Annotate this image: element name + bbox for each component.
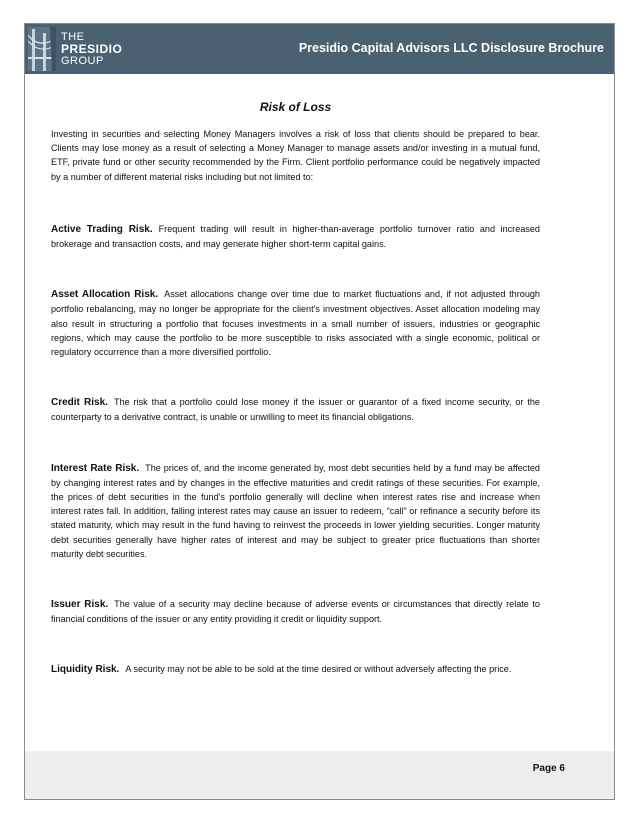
risk-term: Credit Risk. <box>51 397 108 409</box>
page-content <box>51 100 540 714</box>
logo-line-1: THE <box>61 31 85 43</box>
risk-term: Asset Allocation Risk. <box>51 289 159 301</box>
risk-term: Interest Rate Risk. <box>51 462 140 474</box>
page-number: Page 6 <box>532 763 565 774</box>
presidio-logo <box>28 27 148 71</box>
logo-wordmark <box>61 31 122 67</box>
section-title: Risk of Loss <box>259 100 332 114</box>
risk-active-trading <box>51 222 540 251</box>
risk-credit <box>51 395 540 424</box>
risk-description: The value of a security may decline because of adverse events or circumstances that directly relate to financial conditions of the issuer or any entity providing it credit or liquidity support. <box>51 599 540 625</box>
risk-liquidity <box>51 662 540 677</box>
risk-issuer <box>51 597 540 626</box>
page-footer <box>25 751 614 799</box>
risk-description: The risk that a portfolio could lose money if the issuer or guarantor of a fixed income security, or the counterparty to a derivative contract, is unable or unwilling to meet its financial obligations. <box>51 397 540 423</box>
risk-term: Liquidity Risk. <box>51 664 120 676</box>
risk-description: Frequent trading will result in higher-than-average portfolio turnover ratio and increased brokerage and transaction costs, and may generate higher short-term capital gains. <box>51 223 540 250</box>
document-title: Presidio Capital Advisors LLC Disclosure Brochure <box>298 41 604 55</box>
golden-gate-bridge-icon <box>28 27 56 71</box>
page-header <box>25 24 614 74</box>
logo-line-3: GROUP <box>61 55 104 67</box>
risk-interest-rate <box>51 461 540 561</box>
logo-line-2: PRESIDIO <box>61 42 123 56</box>
risk-asset-allocation <box>51 287 540 359</box>
risk-term: Active Trading Risk. <box>51 223 153 235</box>
risk-description: Asset allocations change over time due to market fluctuations and, if not adjusted through portfolio rebalancing, may no longer be appropriate for the client's investment objectives. Asset allocation modeling may also result in structuring a portfolio that focuses investments in a small number of issuers, industries or geographic regions, which may cause the portfolio to be more susceptible to risks associated with a single economic, political or regulatory occurrence than a more diversified portfolio. <box>51 289 540 358</box>
risk-description: A security may not be able to be sold at the time desired or without adversely affecting the price. <box>125 664 512 675</box>
risk-term: Issuer Risk. <box>51 599 109 611</box>
risk-description: The prices of, and the income generated by, most debt securities held by a fund may be affected by changing interest rates and by changes in the effective maturities and credit ratings of these securities. For example, the prices of debt securities in the fund's portfolio generally will decline when interest rates rise and increase when interest rates fall. In addition, falling interest rates may cause an issuer to redeem, “call” or refinance a security before its stated maturity, which may result in the fund having to reinvest the proceeds in lower yielding securities. Longer maturity debt securities generally have higher rates of interest and may be subject to greater price fluctuations than shorter maturity debt securities. <box>51 462 540 559</box>
intro-paragraph: Investing in securities and selecting Money Managers involves a risk of loss that clients should be prepared to bear. Clients may lose money as a result of selecting a Money Manager to manage assets and/or investing in a mutual fund, ETF, private fund or other security recommended by the Firm. Client portfolio performance could be negatively impacted by a number of different material risks including but not limited to: <box>51 129 540 182</box>
